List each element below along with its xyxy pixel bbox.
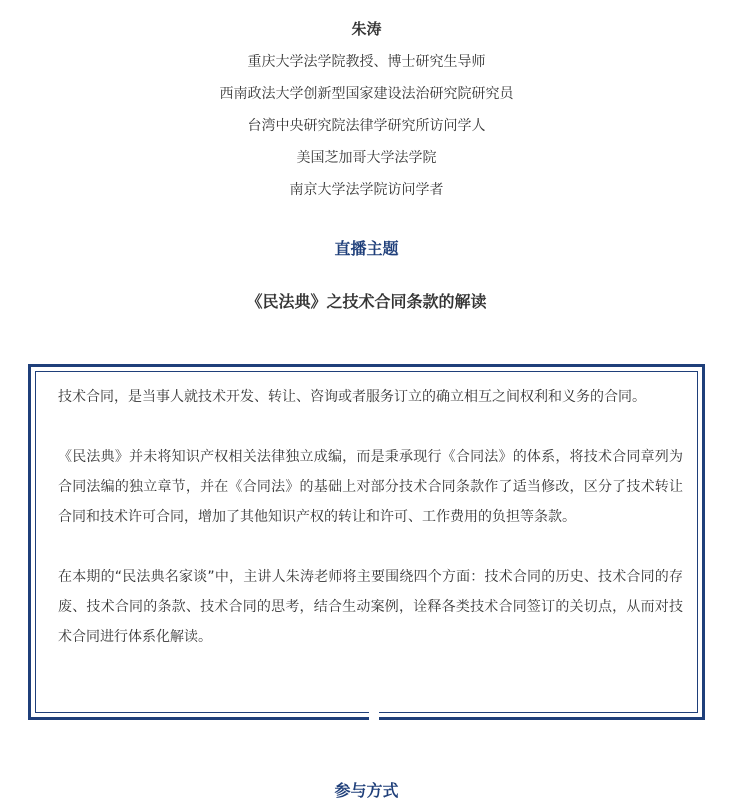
credential-item: 重庆大学法学院教授、博士研究生导师: [247, 54, 486, 70]
credential-item: 西南政法大学创新型国家建设法治研究院研究员: [219, 86, 514, 102]
intro-paragraph: 在本期的“民法典名家谈”中，主讲人朱涛老师将主要围绕四个方面：技术合同的历史、技术合同的存废、技术合同的条款、技术合同的思考，结合生动案例，诠释各类技术合同签订的关切点，从而对技术合同进行体系化解读。: [58, 569, 683, 645]
intro-paragraph: 《民法典》并未将知识产权相关法律独立成编，而是秉承现行《合同法》的体系，将技术合同章列为合同法编的独立章节，并在《合同法》的基础上对部分技术合同条款作了适当修改，区分了技术转让合同和技术许可合同，增加了其他知识产权的转让和许可、工作费用的负担等条款。: [58, 449, 683, 525]
participation-heading: 参与方式: [334, 781, 399, 800]
credential-item: 台湾中央研究院法律学研究所访问学人: [247, 118, 486, 134]
intro-text: [58, 382, 683, 652]
live-topic-heading: 直播主题: [334, 239, 399, 258]
speaker-name: 朱涛: [351, 20, 382, 38]
intro-box: [28, 364, 705, 720]
credential-item: 南京大学法学院访问学者: [289, 182, 444, 198]
live-topic-subject: 《民法典》之技术合同条款的解读: [246, 292, 487, 311]
intro-box-notch: [369, 711, 379, 723]
credential-item: 美国芝加哥大学法学院: [296, 150, 437, 166]
speaker-credentials: [0, 50, 733, 210]
intro-paragraph: 技术合同，是当事人就技术开发、转让、咨询或者服务订立的确立相互之间权利和义务的合同。: [58, 389, 646, 405]
